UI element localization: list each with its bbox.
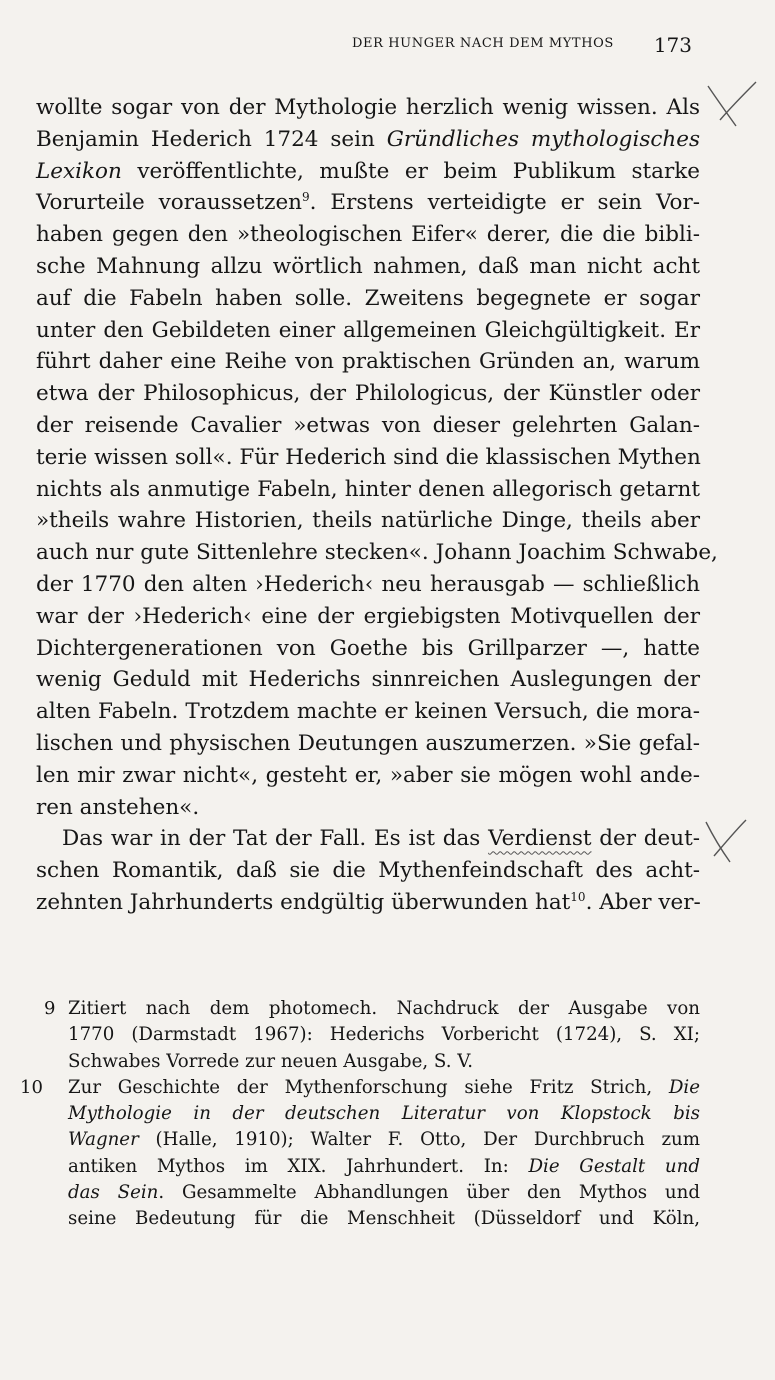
footnote [20,1075,701,1233]
running-title: DER HUNGER NACH DEM MYTHOS [352,36,614,51]
text-line: alten Fabeln. Trotzdem machte er keinen Versuch, die mora- [36,699,700,725]
text-line: auf die Fabeln haben solle. Zweitens begegnete er sogar [36,285,700,311]
text-line: Dichtergenerationen von Goethe bis Grillparzer —, hatte [36,635,700,661]
text-line: war der ›Hederich‹ eine der ergiebigsten Motivquellen der [36,603,700,629]
text-line: ren anstehen«. [36,794,200,820]
text-line: Benjamin Hederich 1724 sein Gründliches mythologisches [36,126,700,152]
footnote-ref: 10 [570,889,586,904]
text-line: Lexikon veröffentlichte, mußte er beim Publikum starke [36,158,700,184]
text-line: auch nur gute Sittenlehre stecken«. Johann Joachim Schwabe, [36,540,718,566]
footnote-line: Mythologie in der deutschen Literatur von Klopstock bis [68,1103,700,1125]
footnote [36,996,700,1075]
text-line: wollte sogar von der Mythologie herzlich wenig wissen. Als [36,95,700,120]
footnote-line: Schwabes Vorrede zur neuen Ausgabe, S. V. [68,1050,474,1072]
body-text [36,92,718,919]
text-line: etwa der Philosophicus, der Philologicus, der Künstler oder [36,381,700,407]
text-line: zehnten Jahrhunderts endgültig überwunden hat$^{10}$. Aber ver- [36,889,701,915]
footnote-line: 1770 (Darmstadt 1967): Hederichs Vorbericht (1724), S. XI; [68,1024,700,1046]
text-line: unter den Gebildeten einer allgemeinen Gleichgültigkeit. Er [36,317,700,343]
text-line: Das war in der Tat der Fall. Es ist das Verdienst der deut- [62,826,700,852]
footnote-line: antiken Mythos im XIX. Jahrhundert. In: Die Gestalt und [68,1155,700,1177]
text-line: führt daher eine Reihe von praktischen Gründen an, warum [36,349,700,375]
footnotes [20,996,701,1233]
text-line: haben gegen den »theologischen Eifer« derer, die die bibli- [36,222,700,248]
footnote-line: seine Bedeutung für die Menschheit (Düsseldorf und Köln, [68,1208,700,1230]
text-line: »theils wahre Historien, theils natürliche Dinge, theils aber [36,508,700,534]
pencil-x-mark [704,818,750,866]
page-header [36,34,700,58]
text-line: len mir zwar nicht«, gesteht er, »aber sie mögen wohl ande- [36,762,700,788]
text-line: der 1770 den alten ›Hederich‹ neu herausgab — schließlich [36,571,700,597]
text-line: Vorurteile voraussetzen$^9$. Erstens verteidigte er sein Vor- [36,190,700,216]
text-line: sche Mahnung allzu wörtlich nahmen, daß man nicht acht [36,253,700,279]
footnote-number: 10 [20,1076,43,1098]
text-line: wenig Geduld mit Hederichs sinnreichen Auslegungen der [36,667,700,693]
footnote-line: das Sein. Gesammelte Abhandlungen über den Mythos und [68,1182,701,1204]
footnote-number: 9 [44,998,56,1019]
text-line: nichts als anmutige Fabeln, hinter denen allegorisch getarnt [36,476,700,502]
text-line: schen Romantik, daß sie die Mythenfeindschaft des acht- [36,858,700,884]
pencil-x-mark [706,80,758,130]
underlined-word: Verdienst [488,826,592,852]
footnote-line: Wagner (Halle, 1910); Walter F. Otto, Der Durchbruch zum [68,1129,700,1151]
footnote-line: Zur Geschichte der Mythenforschung siehe Fritz Strich, Die [68,1076,700,1098]
footnote-line: Zitiert nach dem photomech. Nachdruck der Ausgabe von [68,998,700,1019]
text-line: lischen und physischen Deutungen auszumerzen. »Sie gefal- [36,730,700,756]
page-number: 173 [653,33,692,57]
text-line: der reisende Cavalier »etwas von dieser gelehrten Galan- [36,412,700,438]
text-line: terie wissen soll«. Für Hederich sind die klassischen Mythen [36,444,701,470]
footnote-ref: 9 [302,190,310,205]
